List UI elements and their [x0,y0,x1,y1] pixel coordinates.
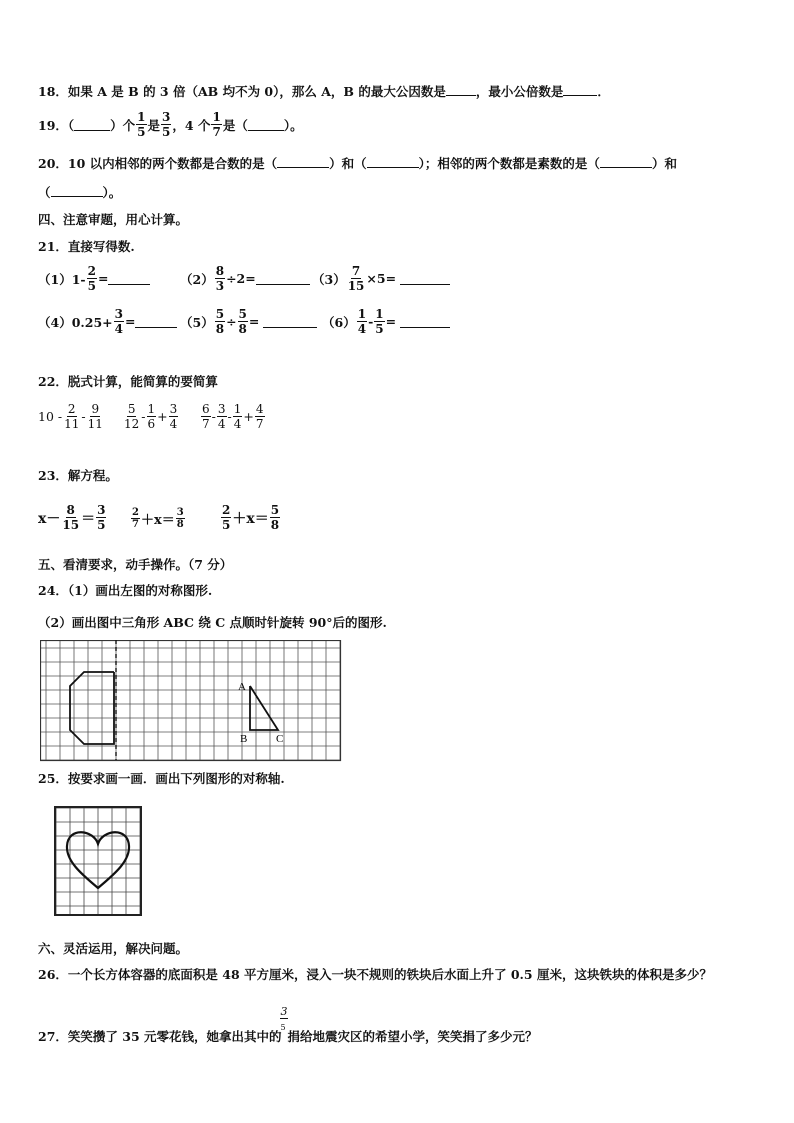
question-26: 26．一个长方体容器的底面积是 48 平方厘米，浸入一块不规则的铁块后水面上升了 0.5 厘米，这块铁块的体积是多少？ [38,967,712,982]
fraction: $\frac{8}{3}$ [215,264,225,293]
fraction: $\frac{7}{15}$ [347,264,365,293]
q21-answer-1[interactable] [108,272,150,285]
q21-answer-2[interactable] [256,272,310,285]
q21-item-6: （6） $\frac{1}{4}$ - $\frac{1}{5}$ = [322,307,450,336]
q18-text-b: ，最小公倍数是 [475,84,564,99]
q23-eq-2: $\frac{2}{7}$ ＋x＝ $\frac{3}{8}$ [132,507,184,530]
question-24-part-2: （2）画出图中三角形 ABC 绕 C 点顺时针旋转 90°后的图形. [38,615,387,630]
q21-item-1: （1）1- $\frac{2}{5}$ = [38,264,150,293]
fraction: $\frac{5}{12}$ [124,402,140,431]
label-b: B [240,733,248,745]
q21-item-4: （4）0.25+ $\frac{3}{4}$ = [38,307,177,336]
q20-blank-1[interactable] [277,155,329,168]
left-shape [70,672,114,744]
q20-blank-2[interactable] [367,155,419,168]
fraction: $\frac{1}{6}$ [147,402,156,431]
q22-expr-2: $\frac{5}{12}$ - $\frac{1}{6}$ + $\frac{3}{4}$ [124,402,178,431]
fraction: 3 5 [280,1005,288,1032]
heart-grid-figure[interactable] [54,806,144,918]
fraction: $\frac{1}{4}$ [357,307,367,336]
fraction: $\frac{1}{7}$ [212,110,221,139]
question-24-part-1: 24．（1）画出左图的对称图形. [38,583,213,598]
fraction: $\frac{3}{4}$ [114,307,123,336]
q24-grid-figure[interactable] [40,640,342,762]
fraction: $\frac{1}{4}$ [233,402,242,431]
label-c: C [276,733,284,745]
q23-eq-1: x－ $\frac{8}{15}$ ＝ $\frac{3}{5}$ [38,503,106,532]
q20-blank-4[interactable] [51,184,103,197]
fraction: $\frac{3}{5}$ [97,503,106,532]
fraction: $\frac{2}{5}$ [87,264,96,293]
question-25: 25．按要求画一画．画出下列图形的对称轴. [38,771,285,786]
fraction: $\frac{1}{5}$ [137,110,146,139]
label-a: A [238,681,246,693]
fraction: $\frac{2}{5}$ [222,503,231,532]
triangle-abc [250,686,278,730]
q19-blank-1[interactable] [74,118,110,131]
q21-answer-3[interactable] [400,272,450,285]
question-23-title: 23．解方程。 [38,468,118,483]
fraction: $\frac{4}{7}$ [255,402,264,431]
fraction: $\frac{8}{15}$ [62,503,80,532]
q20-blank-3[interactable] [600,155,652,168]
q21-answer-6[interactable] [400,315,450,328]
fraction: $\frac{3}{8}$ [176,507,184,530]
q19-blank-2[interactable] [248,118,284,131]
question-21-title: 21．直接写得数. [38,239,135,254]
q21-answer-4[interactable] [135,315,177,328]
fraction: $\frac{3}{4}$ [217,402,226,431]
q21-item-3: （3） $\frac{7}{15}$ ×5= [312,264,450,293]
q18-blank-lcm[interactable] [563,83,597,96]
q23-eq-3: $\frac{2}{5}$ ＋x＝ $\frac{5}{8}$ [222,503,280,532]
section-4-heading: 四、注意审题，用心计算。 [38,212,189,227]
fraction: $\frac{6}{7}$ [202,402,210,431]
q18-blank-gcd[interactable] [446,83,476,96]
fraction: $\frac{5}{8}$ [215,307,225,336]
fraction: $\frac{5}{8}$ [270,503,280,532]
fraction: $\frac{3}{4}$ [169,402,178,431]
fraction: $\frac{5}{8}$ [238,307,247,336]
question-18: 18．如果 A 是 B 的 3 倍（AB 均不为 0），那么 A，B 的最大公因数是 ，最小公倍数是 ． [38,84,610,99]
question-19: 19．（ ）个 $\frac{1}{5}$ 是 $\frac{3}{5}$ ，4 个 $\frac{1}{7}$ 是（ ）。 [38,110,303,139]
q21-item-5: （5） $\frac{5}{8}$ ÷ $\frac{5}{8}$ = [180,307,317,336]
question-27: 27．笑笑攒了 35 元零花钱，她拿出其中的 3 5 捐给地震灾区的希望小学，笑笑捐了多少元？ [38,1005,538,1044]
fraction: $\frac{9}{11}$ [87,402,103,431]
q21-answer-5[interactable] [263,315,317,328]
section-6-heading: 六、灵活运用，解决问题。 [38,941,189,956]
fraction: $\frac{2}{11}$ [64,402,80,431]
fraction: $\frac{1}{5}$ [375,307,384,336]
fraction: $\frac{3}{5}$ [162,110,171,139]
q22-expr-1: 10 - $\frac{2}{11}$ - $\frac{9}{11}$ [38,402,103,431]
q18-text: 18．如果 A 是 B 的 3 倍（AB 均不为 0），那么 A，B 的最大公因数是 [38,84,446,99]
question-20-line2: （ ）。 [38,185,122,200]
fraction: $\frac{2}{7}$ [132,507,139,530]
question-20: 20．10 以内相邻的两个数都是合数的是（ ）和（ ）；相邻的两个数都是素数的是（ ）和 [38,156,677,171]
question-22-title: 22．脱式计算，能简算的要简算 [38,374,218,389]
q22-expr-3: $\frac{6}{7}$ - $\frac{3}{4}$ - $\frac{1}{4}$ + $\frac{4}{7}$ [202,402,264,431]
section-5-heading: 五、看清要求，动手操作。（7 分） [38,557,233,572]
q21-item-2: （2） $\frac{8}{3}$ ÷2= [180,264,310,293]
